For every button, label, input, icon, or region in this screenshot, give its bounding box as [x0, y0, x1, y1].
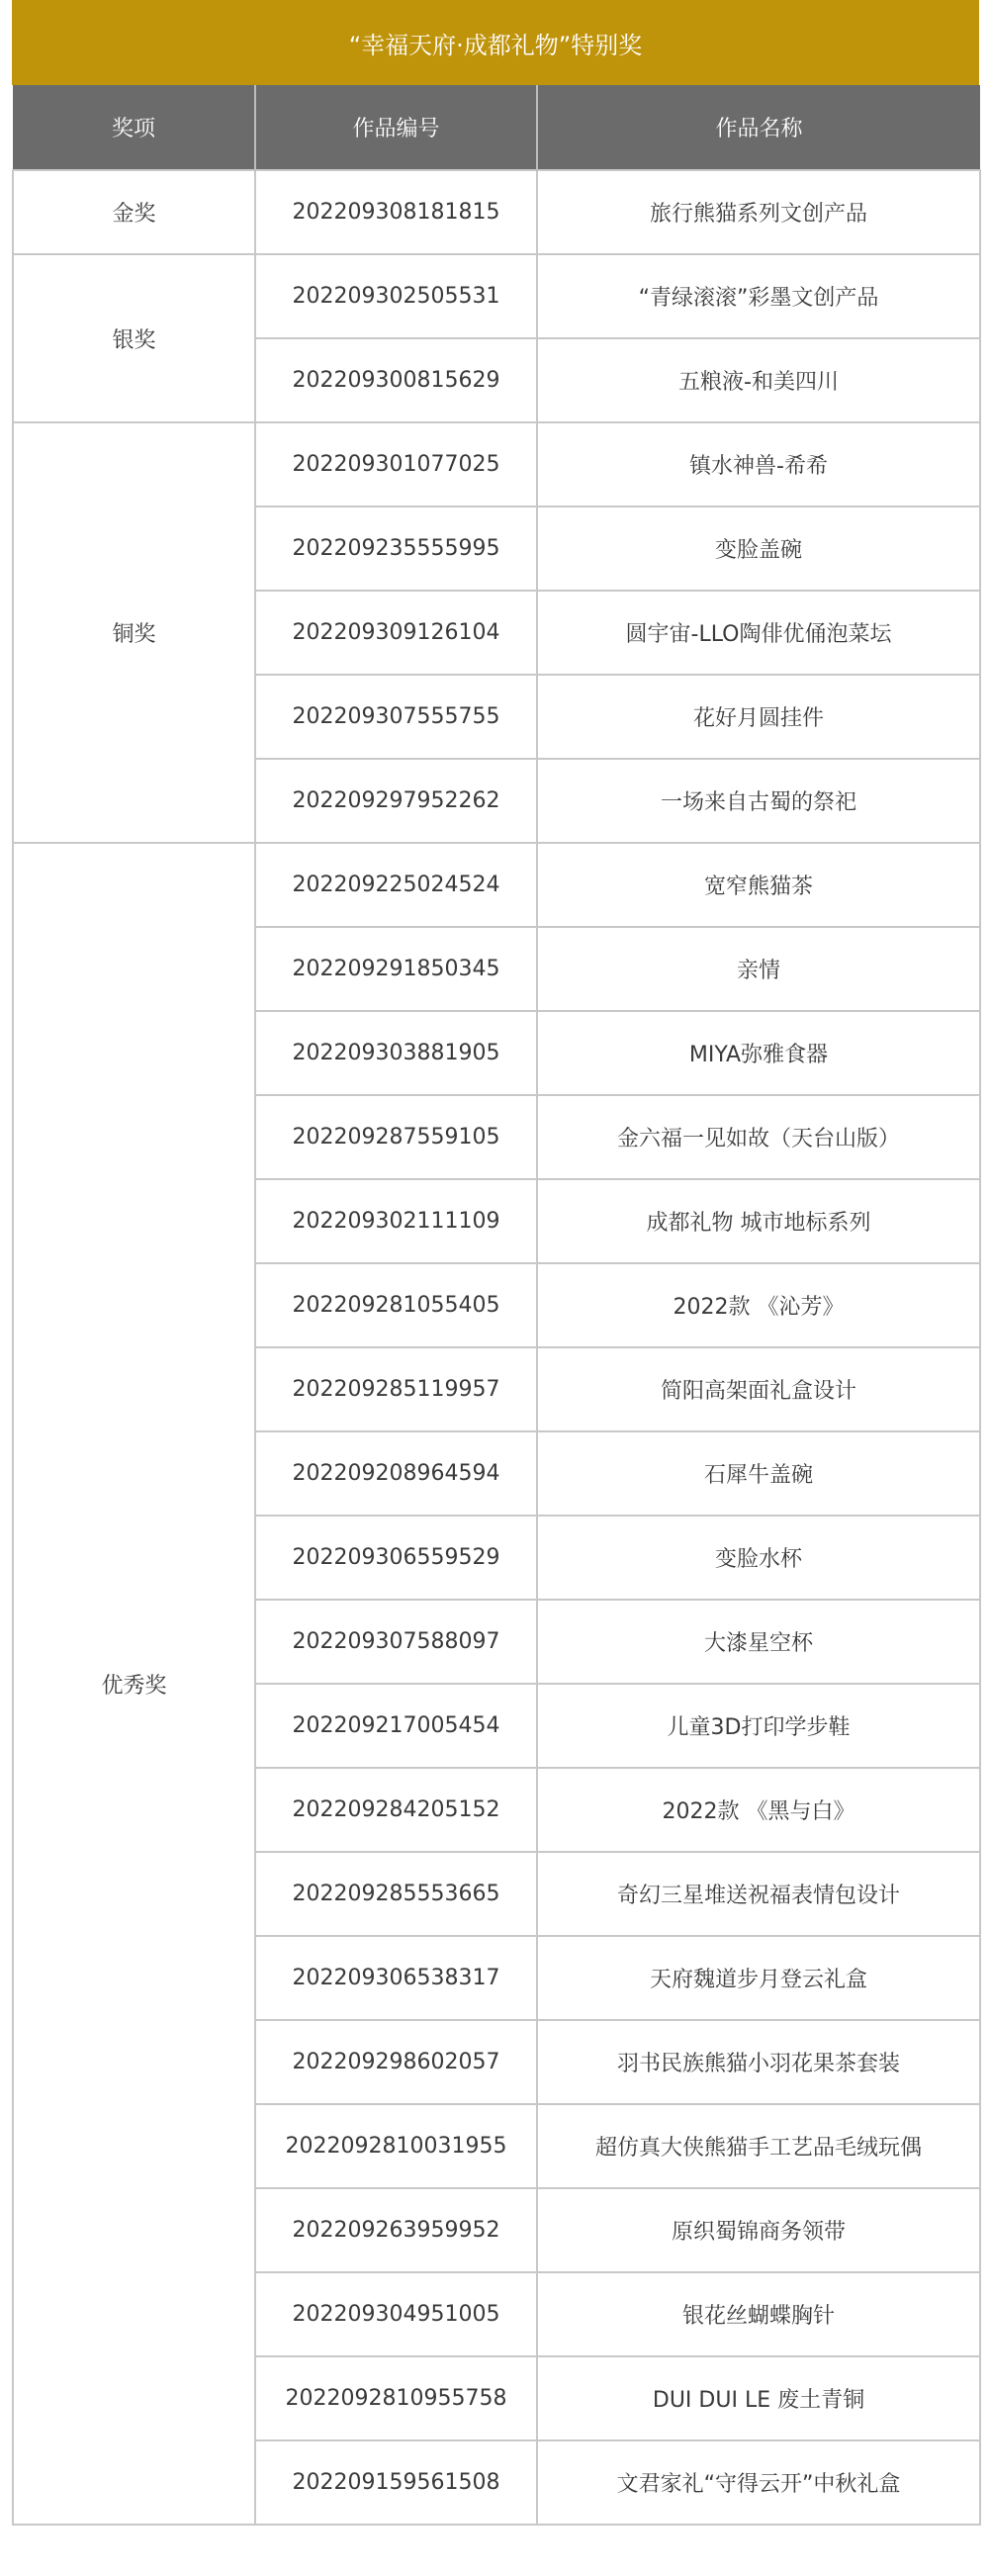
entry-name-cell: 一场来自古蜀的祭祀 — [537, 759, 980, 843]
entry-number-cell: 202209291850345 — [255, 927, 537, 1011]
entry-name-cell: 文君家礼“守得云开”中秋礼盒 — [537, 2440, 980, 2525]
entry-number-cell: 202209298602057 — [255, 2020, 537, 2104]
entry-name-cell: 天府魏道步月登云礼盒 — [537, 1936, 980, 2020]
entry-number-cell: 2022092810955758 — [255, 2356, 537, 2440]
table-title: “幸福天府·成都礼物”特别奖 — [12, 0, 979, 85]
header-name: 作品名称 — [537, 85, 980, 170]
entry-number-cell: 202209263959952 — [255, 2188, 537, 2272]
table-body — [13, 170, 980, 2525]
entry-name-cell: 金六福一见如故（天台山版） — [537, 1095, 980, 1179]
entry-number-cell: 202209301077025 — [255, 422, 537, 506]
entry-number-cell: 202209304951005 — [255, 2272, 537, 2356]
entry-number-cell: 202209217005454 — [255, 1684, 537, 1768]
entry-name-cell: 石犀牛盖碗 — [537, 1431, 980, 1516]
entry-number-cell: 202209284205152 — [255, 1768, 537, 1852]
entry-name-cell: DUI DUI LE 废土青铜 — [537, 2356, 980, 2440]
entry-name-cell: 变脸水杯 — [537, 1516, 980, 1600]
entry-number-cell: 202209208964594 — [255, 1431, 537, 1516]
entry-number-cell: 202209307555755 — [255, 675, 537, 759]
entry-name-cell: 大漆星空杯 — [537, 1600, 980, 1684]
entry-name-cell: “青绿滚滚”彩墨文创产品 — [537, 254, 980, 338]
entry-name-cell: 镇水神兽-希希 — [537, 422, 980, 506]
table-row — [13, 843, 980, 927]
header-row — [13, 85, 980, 170]
entry-number-cell: 202209303881905 — [255, 1011, 537, 1095]
award-table — [12, 85, 981, 2526]
entry-number-cell: 202209287559105 — [255, 1095, 537, 1179]
header-number: 作品编号 — [255, 85, 537, 170]
award-level-cell: 金奖 — [13, 170, 255, 254]
table-row — [13, 170, 980, 254]
entry-name-cell: 旅行熊猫系列文创产品 — [537, 170, 980, 254]
entry-name-cell: 成都礼物 城市地标系列 — [537, 1179, 980, 1263]
entry-name-cell: 花好月圆挂件 — [537, 675, 980, 759]
entry-name-cell: 奇幻三星堆送祝福表情包设计 — [537, 1852, 980, 1936]
entry-number-cell: 202209302111109 — [255, 1179, 537, 1263]
entry-number-cell: 202209225024524 — [255, 843, 537, 927]
entry-name-cell: 2022款 《沁芳》 — [537, 1263, 980, 1347]
entry-number-cell: 202209285553665 — [255, 1852, 537, 1936]
table-row — [13, 422, 980, 506]
entry-name-cell: MIYA弥雅食器 — [537, 1011, 980, 1095]
entry-name-cell: 五粮液-和美四川 — [537, 338, 980, 422]
entry-number-cell: 202209308181815 — [255, 170, 537, 254]
entry-name-cell: 儿童3D打印学步鞋 — [537, 1684, 980, 1768]
entry-number-cell: 2022092810031955 — [255, 2104, 537, 2188]
award-table-container — [12, 0, 979, 2526]
entry-number-cell: 202209306538317 — [255, 1936, 537, 2020]
table-row — [13, 254, 980, 338]
entry-name-cell: 圆宇宙-LLO陶俳优俑泡菜坛 — [537, 591, 980, 675]
entry-name-cell: 羽书民族熊猫小羽花果茶套装 — [537, 2020, 980, 2104]
header-award: 奖项 — [13, 85, 255, 170]
award-level-cell: 铜奖 — [13, 422, 255, 843]
entry-number-cell: 202209235555995 — [255, 506, 537, 591]
entry-number-cell: 202209306559529 — [255, 1516, 537, 1600]
entry-number-cell: 202209309126104 — [255, 591, 537, 675]
entry-number-cell: 202209159561508 — [255, 2440, 537, 2525]
entry-number-cell: 202209297952262 — [255, 759, 537, 843]
award-level-cell: 优秀奖 — [13, 843, 255, 2525]
entry-name-cell: 简阳高架面礼盒设计 — [537, 1347, 980, 1431]
entry-name-cell: 原织蜀锦商务领带 — [537, 2188, 980, 2272]
entry-number-cell: 202209285119957 — [255, 1347, 537, 1431]
entry-name-cell: 2022款 《黑与白》 — [537, 1768, 980, 1852]
entry-number-cell: 202209302505531 — [255, 254, 537, 338]
entry-name-cell: 银花丝蝴蝶胸针 — [537, 2272, 980, 2356]
entry-name-cell: 超仿真大侠熊猫手工艺品毛绒玩偶 — [537, 2104, 980, 2188]
entry-number-cell: 202209307588097 — [255, 1600, 537, 1684]
entry-name-cell: 宽窄熊猫茶 — [537, 843, 980, 927]
entry-name-cell: 亲情 — [537, 927, 980, 1011]
entry-number-cell: 202209300815629 — [255, 338, 537, 422]
entry-name-cell: 变脸盖碗 — [537, 506, 980, 591]
award-level-cell: 银奖 — [13, 254, 255, 422]
entry-number-cell: 202209281055405 — [255, 1263, 537, 1347]
